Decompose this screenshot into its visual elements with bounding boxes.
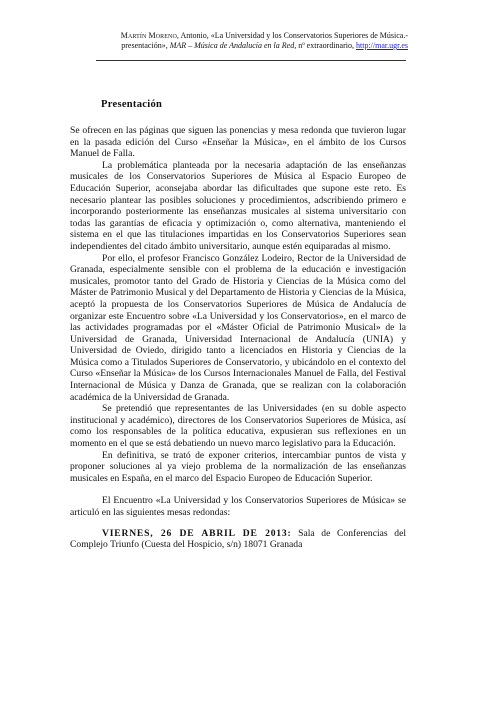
paragraph: El Encuentro «La Universidad y los Conservatorios Superiores de Música» se articuló en las siguientes mesas redondas:	[70, 495, 406, 518]
header-author-first: , Antonio,	[176, 31, 209, 40]
paragraph: Por ello, el profesor Francisco González Lodeiro, Rector de la Universidad de Granada, especialmente sensible con el problema de la educación e investigación musicales, promotor tanto del Grado de Historia y Ciencias de la Música como del Máster de Patrimonio Musical y del Departamento de Historia y Ciencias de la Música, aceptó la propuesta de los Conservatorios Superiores de Música de Andalucía de organizar este Encuentro sobre «La Universidad y los Conservatorios», en el marco de las actividades programadas por el «Máster Oficial de Patrimonio Musical» de la Universidad de Granada, Universidad Internacional de Andalucía (UNIA) y Universidad de Oviedo, dirigido tanto a licenciados en Historia y Ciencias de la Música como a Titulados Superiores de Conservatorio, y ubicándolo en el contexto del Curso «Enseñar la Música» de los Cursos Internacionales Manuel de Falla, del Festival Internacional de Música y Danza de Granada, que se realizan con la colaboración académica de la Universidad de Granada.	[70, 252, 406, 403]
header-divider	[96, 60, 406, 61]
paragraph: Se ofrecen en las páginas que siguen las ponencias y mesa redonda que tuvieron lugar en la pasada edición del Curso «Enseñar la Música», en el ámbito de los Cursos Manuel de Falla.	[70, 125, 406, 160]
header-author-last: Martín Moreno	[120, 31, 177, 40]
session-paragraph	[70, 528, 406, 551]
body-text	[70, 125, 406, 551]
header-journal: MAR – Música de Andalucía en la Red,	[167, 41, 297, 50]
header-presentation: presentación»,	[121, 41, 168, 50]
paragraph: En definitiva, se trató de exponer criterios, intercambiar puntos de vista y proponer soluciones al ya viejo problema de la normalización de las enseñanzas musicales en España, en el marco del Espacio Europeo de Educación Superior.	[70, 449, 406, 484]
paragraph: La problemática planteada por la necesaria adaptación de las enseñanzas musicales de los Conservatorios Superiores de Música al Espacio Europeo de Educación Superior, aconsejaba abordar las dificultades que supone este reto. Es necesario plantear las posibles soluciones y procedimientos, adscribiendo primero e incorporando posteriormente las enseñanzas musicales al sistema universitario con todas las garantías de eficacia y optimización o, como alternativa, manteniendo el sistema en el que las titulaciones impartidas en los Conservatorios Superiores sean independientes del citado ámbito universitario, aunque estén equiparadas al mismo.	[70, 159, 406, 252]
session-date: VIERNES, 26 DE ABRIL DE 2013:	[102, 527, 292, 539]
running-header	[96, 31, 408, 51]
header-link[interactable]: http://mar.ugr.es	[356, 41, 408, 50]
section-heading: Presentación	[101, 99, 163, 110]
header-article-title: «La Universidad y los Conservatorios Superiores de Música.-	[208, 31, 408, 40]
session-place: Sala de Conferencias del Complejo Triunfo (Cuesta del Hospicio, s/n) 18071 Granada	[70, 527, 407, 551]
paragraph: Se pretendió que representantes de las Universidades (en su doble aspecto institucional y académico), directores de los Conservatorios Superiores de Música, así como los responsables de la política educativa, expusieran sus reflexiones en un momento en el que se está debatiendo un nuevo marco legislativo para la Educación.	[70, 403, 406, 450]
header-issue: nº extraordinario,	[296, 41, 354, 50]
